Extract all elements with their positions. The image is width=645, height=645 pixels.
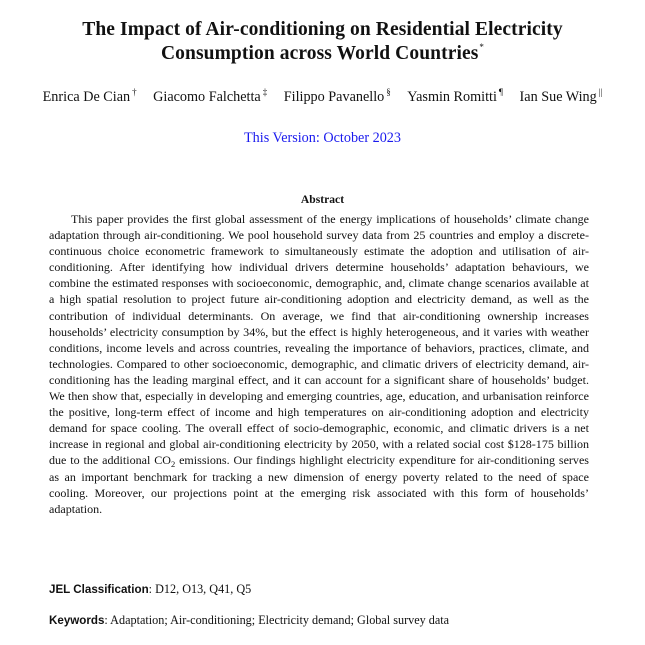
paper-title	[30, 18, 615, 66]
abstract-text	[49, 211, 589, 517]
author-footnote-mark: ‡	[262, 87, 268, 97]
keywords-list: : Adaptation; Air-conditioning; Electricity demand; Global survey data	[104, 613, 450, 627]
title-line-1: The Impact of Air-conditioning on Residential Electricity	[82, 19, 563, 40]
keywords-label: Keywords	[49, 614, 105, 627]
author	[153, 89, 267, 105]
author-footnote-mark: ¶	[498, 87, 503, 97]
author-name: Yasmin Romitti	[407, 89, 497, 105]
abstract-heading: Abstract	[300, 193, 345, 206]
jel-codes: : D12, O13, Q41, Q5	[148, 582, 252, 596]
jel-classification	[49, 581, 251, 598]
title-footnote-mark: *	[479, 42, 485, 52]
abstract-text-part-2: emissions. Our findings highlight electricity expenditure for air-conditioning serves as an important benchmark for tracking a new dimension of energy poverty related to the need of space cooling. Moreover, our projections point at the emerging risk associated with this form of households’ adaptation.	[49, 453, 589, 516]
co2-subscript: 2	[170, 459, 176, 470]
author-footnote-mark: †	[132, 87, 137, 97]
abstract-text-part-1: This paper provides the first global assessment of the energy implications of households’ climate change adaptation through air-conditioning. We pool household survey data from 25 countries and employ a discrete-continuous choice econometric framework to simultaneously estimate the adoption and utilisation of air-conditioning. After identifying how individual drivers determine households’ adaptation behaviours, we combine the estimated responses with socioeconomic, demographic, and, climate change scenarios available at a high spatial resolution to project future air-conditioning adoption and electricity demand, as well as the contribution of individual determinants. On average, we find that air-conditioning ownership increases households’ electricity consumption by 34%, but the effect is highly heterogeneous, and it varies with weather conditions, income levels and across countries, revealing the importance of behaviors, practices, climate, and technologies. Compared to other socioeconomic, demographic, and climatic drivers of electricity demand, air-conditioning has the leading marginal effect, and it can account for a significant share of households’ budget. We then show that, especially in developing and emerging countries, age, education, and urbanisation reinforce the positive, long-term effect of income and high temperatures on air-conditioning adoption and electricity demand for space cooling. The overall effect of socio-demographic, economic, and climatic drivers is a net increase in regional and global air-conditioning electricity by 2050, with a related social cost $128-175 billion due to the additional CO	[49, 212, 589, 468]
author-footnote-mark: ||	[598, 87, 603, 97]
author-name: Ian Sue Wing	[519, 89, 597, 105]
author	[43, 89, 137, 105]
author	[407, 89, 503, 105]
title-line-2: Consumption across World Countries	[160, 43, 479, 64]
author	[520, 89, 603, 105]
author-footnote-mark: §	[386, 87, 391, 97]
author-list	[10, 88, 635, 106]
keywords	[49, 612, 449, 629]
author-name: Giacomo Falchetta	[153, 89, 261, 105]
jel-label: JEL Classification	[49, 583, 149, 596]
version-date: This Version: October 2023	[244, 130, 401, 146]
author	[284, 89, 391, 105]
author-name: Filippo Pavanello	[283, 89, 385, 105]
author-name: Enrica De Cian	[42, 89, 131, 105]
abstract-indent	[49, 212, 71, 226]
